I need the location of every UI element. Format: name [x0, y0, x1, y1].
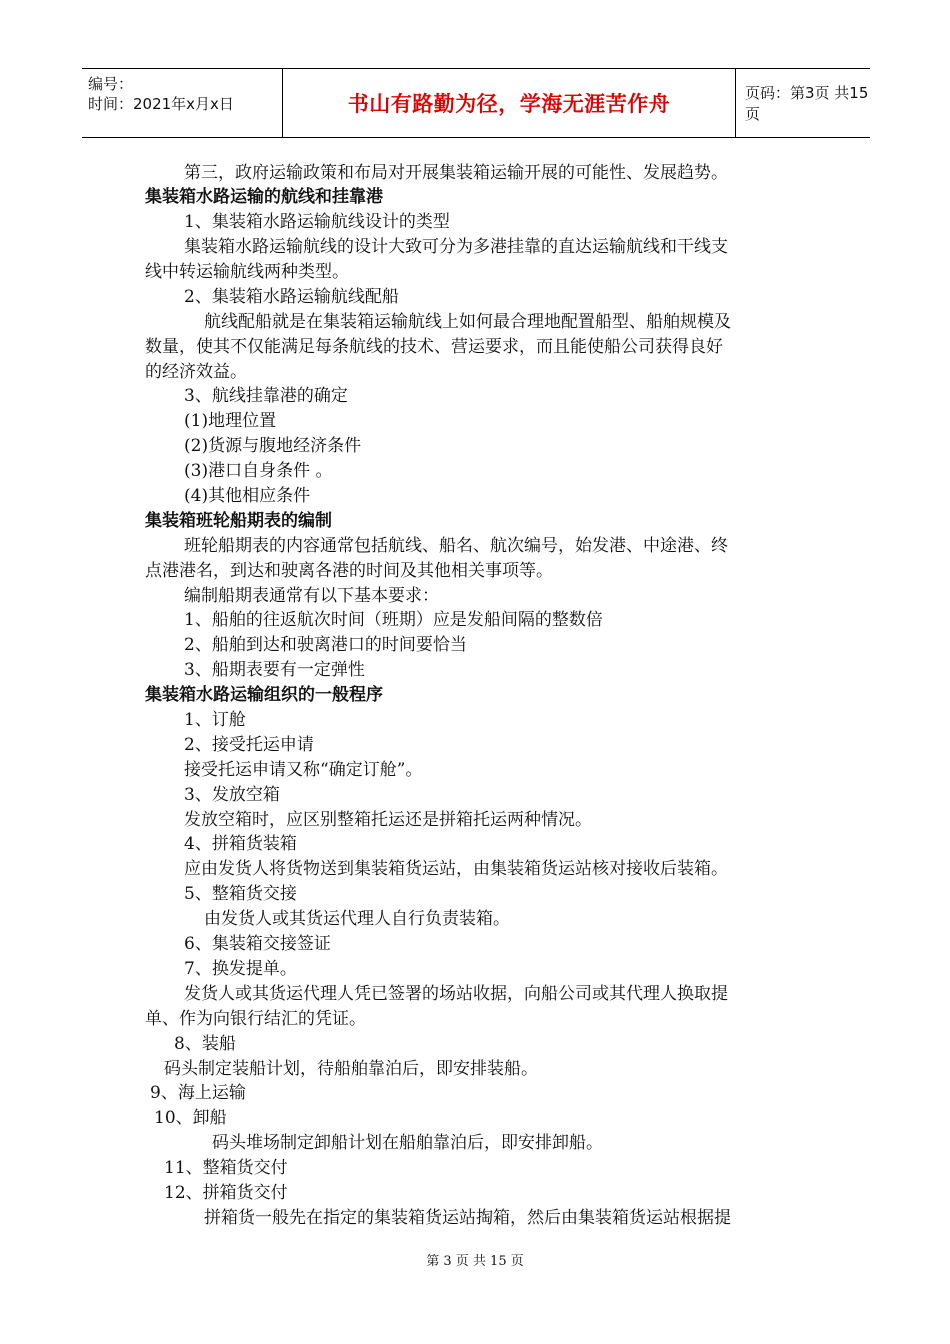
paragraph-line: 单、作为向银行结汇的凭证。 [145, 1009, 366, 1029]
section-heading: 集装箱班轮船期表的编制 [145, 511, 332, 531]
list-item: 1、订舱 [184, 710, 246, 730]
document-time-label: 时间：2021年x月x日 [88, 95, 234, 113]
paragraph-line: 码头制定装船计划，待船舶靠泊后，即安排装船。 [164, 1059, 538, 1079]
list-item: (2)货源与腹地经济条件 [184, 436, 362, 456]
list-item: (3)港口自身条件 。 [184, 461, 333, 481]
paragraph-line: 码头堆场制定卸船计划在船舶靠泊后，即安排卸船。 [212, 1133, 603, 1153]
list-item: 4、拼箱货装箱 [184, 834, 297, 854]
header-motto-cell [282, 69, 736, 137]
paragraph-line: 应由发货人将货物送到集装箱货运站，由集装箱货运站核对接收后装箱。 [184, 859, 728, 879]
header-page-indicator: 页码：第3页 共15页 [745, 84, 869, 123]
section-heading: 集装箱水路运输的航线和挂靠港 [145, 187, 383, 207]
paragraph-line: 第三，政府运输政策和布局对开展集装箱运输开展的可能性、发展趋势。 [184, 163, 728, 183]
page-header [82, 68, 870, 138]
list-item: 9、海上运输 [150, 1083, 246, 1103]
paragraph-line: 发货人或其货运代理人凭已签署的场站收据，向船公司或其代理人换取提 [184, 984, 728, 1004]
header-meta [82, 69, 282, 137]
paragraph-line: 编制船期表通常有以下基本要求： [184, 586, 439, 606]
list-item: 2、船舶到达和驶离港口的时间要恰当 [184, 635, 467, 655]
subsection-heading: 3、航线挂靠港的确定 [184, 386, 348, 406]
paragraph-line: 接受托运申请又称“确定订舱”。 [184, 760, 423, 780]
list-item: 8、装船 [174, 1034, 236, 1054]
paragraph-line: 航线配船就是在集装箱运输航线上如何最合理地配置船型、船舶规模及 [204, 312, 731, 332]
paragraph-line: 拼箱货一般先在指定的集装箱货运站掏箱，然后由集装箱货运站根据提 [204, 1208, 731, 1228]
subsection-heading: 2、集装箱水路运输航线配船 [184, 287, 399, 307]
paragraph-line: 的经济效益。 [145, 362, 247, 382]
list-item: (4)其他相应条件 [184, 486, 311, 506]
paragraph-line: 线中转运输航线两种类型。 [145, 262, 349, 282]
paragraph-line: 班轮船期表的内容通常包括航线、船名、航次编号，始发港、中途港、终 [184, 536, 728, 556]
list-item: 5、整箱货交接 [184, 884, 297, 904]
list-item: 1、船舶的往返航次时间（班期）应是发船间隔的整数倍 [184, 610, 603, 630]
list-item: 2、接受托运申请 [184, 735, 314, 755]
list-item: 3、船期表要有一定弹性 [184, 660, 365, 680]
paragraph-line: 由发货人或其货运代理人自行负责装箱。 [204, 909, 510, 929]
document-number-label: 编号： [88, 75, 134, 93]
paragraph-line: 点港港名，到达和驶离各港的时间及其他相关事项等。 [145, 561, 553, 581]
subsection-heading: 1、集装箱水路运输航线设计的类型 [184, 212, 450, 232]
paragraph-line: 数量，使其不仅能满足每条航线的技术、营运要求，而且能使船公司获得良好 [145, 337, 723, 357]
list-item: 11、整箱货交付 [164, 1158, 288, 1178]
list-item: 12、拼箱货交付 [164, 1183, 288, 1203]
list-item: 6、集装箱交接签证 [184, 934, 331, 954]
paragraph-line: 集装箱水路运输航线的设计大致可分为多港挂靠的直达运输航线和干线支 [184, 237, 728, 257]
page-footer: 第 3 页 共 15 页 [426, 1254, 524, 1269]
list-item: (1)地理位置 [184, 411, 277, 431]
list-item: 7、换发提单。 [184, 959, 297, 979]
list-item: 10、卸船 [154, 1108, 227, 1128]
section-heading: 集装箱水路运输组织的一般程序 [145, 685, 383, 705]
header-motto: 书山有路勤为径，学海无涯苦作舟 [347, 91, 671, 116]
paragraph-line: 发放空箱时，应区别整箱托运还是拼箱托运两种情况。 [184, 810, 592, 830]
list-item: 3、发放空箱 [184, 785, 280, 805]
